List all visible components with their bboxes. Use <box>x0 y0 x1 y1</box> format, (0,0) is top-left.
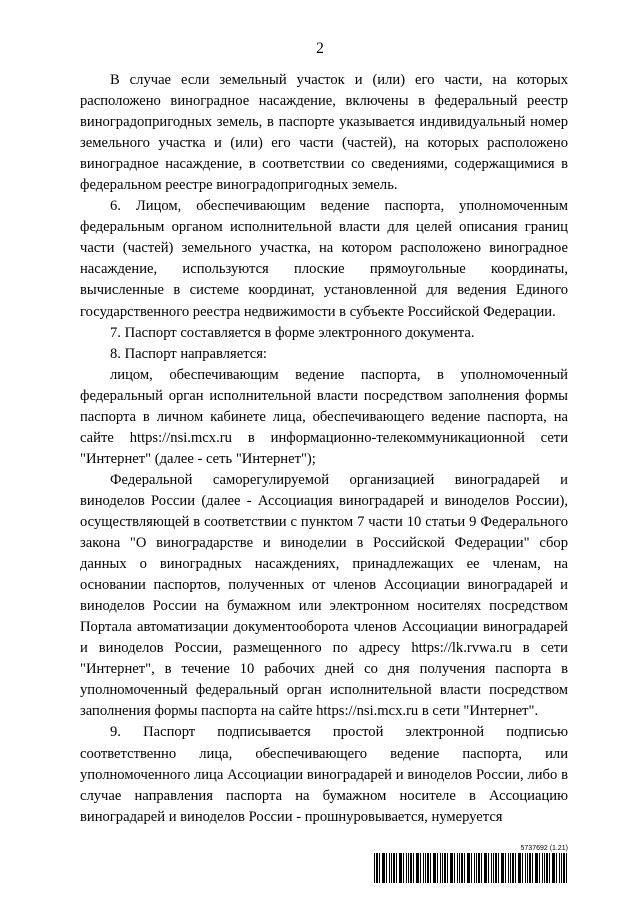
paragraph-item-9: 9. Паспорт подписывается простой электронной подписью соответственно лица, обеспечивающего ведение паспорта, или уполномоченного лица Ассоциации виноградарей и виноделов России, либо в случае направления паспорта на бумажном носителе в Ассоциацию виноградарей и виноделов России - прошнуровывается, нумеруется <box>80 724 568 825</box>
paragraph-item-8: 8. Паспорт направляется: <box>110 345 267 362</box>
document-body <box>80 70 568 828</box>
paragraph-item-7: 7. Паспорт составляется в форме электронного документа. <box>110 324 475 341</box>
document-footer <box>374 845 568 885</box>
paragraph-land-registry: В случае если земельный участок и (или) его части, на которых расположено виноградное насаждение, включены в федеральный реестр виноградопригодных земель, в паспорте указывается индивидуальный номер земельного участка и (или) его части (частей), на которых расположено виноградное насаждение, в соответствии со сведениями, содержащимися в федеральном реестре виноградопригодных земель. <box>80 72 568 194</box>
paragraph-item-6: 6. Лицом, обеспечивающим ведение паспорта, уполномоченным федеральным органом исполнительной власти для целей описания границ части (частей) земельного участка, на котором расположено виноградное насаждение, используются плоские прямоугольные координаты, вычисленные в системе координат, установленной для ведения Единого государственного реестра недвижимости в субъекте Российской Федерации. <box>80 198 568 320</box>
paragraph-item-8-person: лицом, обеспечивающим ведение паспорта, в уполномоченный федеральный орган исполнительной власти посредством заполнения формы паспорта в личном кабинете лица, обеспечивающего ведение паспорта, на сайте https://nsi.mcx.ru в информационно-телекоммуникационной сети "Интернет" (далее - сеть "Интернет"); <box>80 366 568 467</box>
barcode <box>374 853 568 883</box>
paragraph-item-8-association: Федеральной саморегулируемой организацией виноградарей и виноделов России (далее - Ассоциация виноградарей и виноделов России), осуществляющей в соответствии с пунктом 7 части 10 статьи 9 Федерального закона "О виноградарстве и виноделии в Российской Федерации" сбор данных о виноградных насаждениях, принадлежащих ее членам, на основании паспортов, полученных от членов Ассоциации виноградарей и виноделов России на бумажном или электронном носителях посредством Портала автоматизации документооборота членов Ассоциации виноградарей и виноделов России, размещенного по адресу https://lk.rvwa.ru в сети "Интернет", в течение 10 рабочих дней со дня получения паспорта в уполномоченный федеральный орган исполнительной власти посредством заполнения формы паспорта на сайте https://nsi.mcx.ru в сети "Интернет". <box>80 471 568 720</box>
document-code: 5737692 (1.21) <box>520 845 568 852</box>
page-number: 2 <box>316 40 324 57</box>
